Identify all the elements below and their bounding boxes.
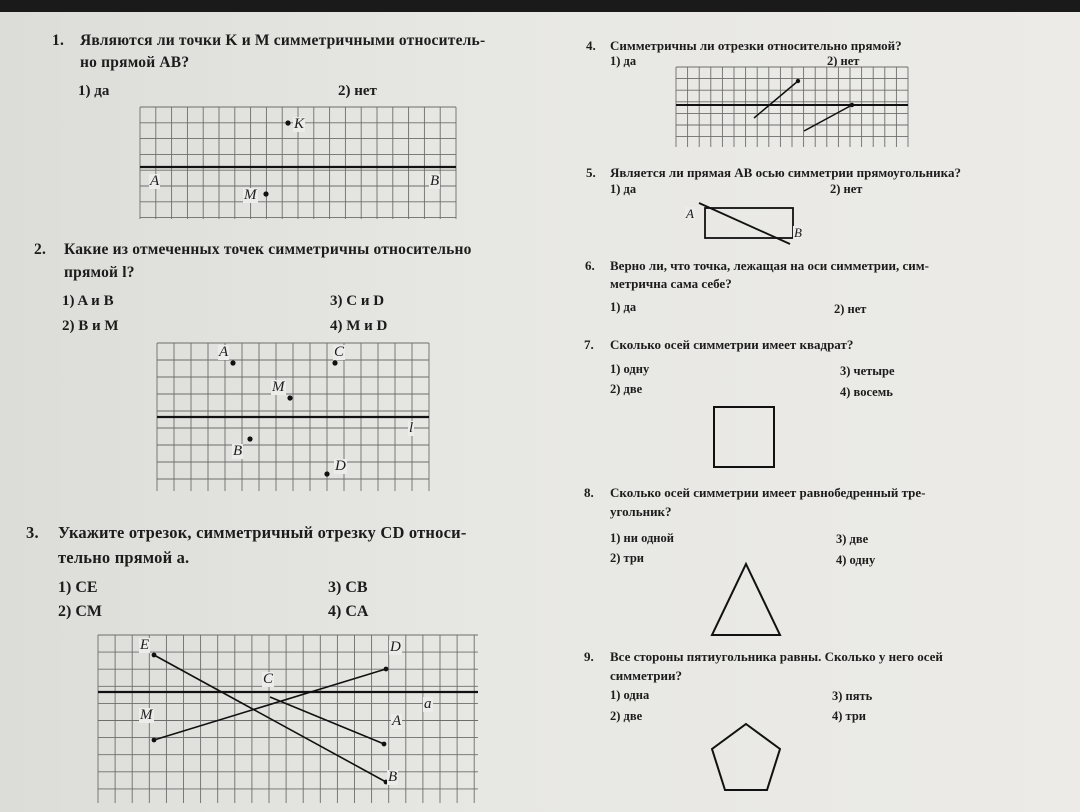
q1-text-line2: но прямой AB? [80,54,190,71]
q4-segment-upper [754,81,798,118]
q1-label-k: K [294,116,305,132]
q2-option-4: 4) M и D [330,318,388,334]
q2-grid-figure [157,343,429,491]
q2-label-b: B [233,443,243,459]
q3-point-e [152,653,157,658]
q9-pentagon-figure [706,720,786,798]
q8-option-1: 1) ни одной [610,531,674,545]
q9-pentagon [712,724,780,790]
q3-label-c: C [263,671,274,687]
q6-number: 6. [585,258,595,273]
q2-point-c [332,360,337,365]
q7-text-line1: Сколько осей симметрии имеет квадрат? [610,337,854,352]
q3-option-1: 1) CE [58,579,98,596]
q1-option-1: 1) да [78,83,110,99]
q3-grid-lines [98,635,478,803]
q2-point-d [324,471,329,476]
q3-label-b: B [388,769,398,785]
q3-label-m: M [140,707,153,723]
q2-number: 2. [34,241,47,258]
q2-option-1: 1) A и B [62,293,114,309]
q2-label-a: A [219,344,229,360]
q9-text-line2: симметрии? [610,668,682,683]
q2-point-m [287,395,292,400]
q4-number: 4. [586,38,596,53]
q5-label-b: B [794,225,802,240]
q6-text-line2: метрична сама себе? [610,276,732,291]
q3-point-d [384,667,389,672]
q2-text-line1: Какие из отмеченных точек симметричны относительно [64,241,472,258]
q5-rectangle-figure [690,200,810,245]
q2-label-d: D [335,458,346,474]
q4-grid-lines [676,67,908,147]
q8-triangle [712,564,780,635]
q1-point-k [285,120,290,125]
q4-segment-end-1 [796,79,800,83]
q5-option-1: 1) да [610,182,637,196]
q2-point-a [230,360,235,365]
q3-point-a [382,742,387,747]
q6-text-line1: Верно ли, что точка, лежащая на оси симметрии, сим- [610,258,929,273]
q6-option-1: 1) да [610,300,637,314]
q7-option-1: 1) одну [610,362,650,376]
q8-option-4: 4) одну [836,553,876,567]
q3-option-3: 3) CB [328,579,368,596]
q3-grid-figure [98,635,478,803]
q7-square [714,407,774,467]
q6-option-2: 2) нет [834,302,867,316]
q2-option-2: 2) B и M [62,318,119,334]
q5-option-2: 2) нет [830,182,863,196]
q4-option-2: 2) нет [827,54,860,68]
worksheet-page [0,12,1080,812]
q8-triangle-figure [708,561,784,641]
q3-text-line2: тельно прямой a. [58,548,190,567]
q8-option-2: 2) три [610,551,644,565]
q3-option-2: 2) CM [58,603,102,620]
q4-segment-end-2 [850,103,854,107]
q4-segment-lower [804,105,852,131]
q1-label-m: M [244,187,257,203]
q9-option-3: 3) пять [832,689,873,703]
q3-label-e: E [140,637,150,653]
q3-option-4: 4) CA [328,603,369,620]
q7-option-4: 4) восемь [840,385,893,399]
q8-text-line1: Сколько осей симметрии имеет равнобедренный тре- [610,485,926,500]
q7-number: 7. [584,337,594,352]
q4-option-1: 1) да [610,54,637,68]
q9-text-line1: Все стороны пятиугольника равны. Сколько у него осей [610,649,943,664]
q3-point-m [152,738,157,743]
q8-option-3: 3) две [836,532,869,546]
q9-option-4: 4) три [832,709,866,723]
q5-text-line1: Является ли прямая AB осью симметрии прямоугольника? [610,165,961,180]
q9-number: 9. [584,649,594,664]
q1-option-2: 2) нет [338,83,377,99]
q1-label-a: A [150,173,160,189]
q2-label-l: l [409,420,414,436]
q2-option-3: 3) C и D [330,293,385,309]
q1-point-m [263,191,268,196]
q5-label-a: A [686,206,694,221]
q3-number: 3. [26,523,39,542]
q4-grid-figure [676,67,908,147]
q9-option-2: 2) две [610,709,643,723]
q4-text-line1: Симметричны ли отрезки относительно прямой? [610,38,902,53]
q3-text-line1: Укажите отрезок, симметричный отрезку CD относи- [58,523,467,542]
q1-label-b: B [430,173,440,189]
q2-text-line2: прямой l? [64,264,135,281]
q8-number: 8. [584,485,594,500]
q1-text-line1: Являются ли точки K и M симметричными относитель- [80,32,486,49]
q8-text-line2: угольник? [610,504,672,519]
q3-label-a: A [392,713,402,729]
q9-option-1: 1) одна [610,688,650,702]
q7-square-figure [712,405,776,471]
q3-label-d: D [390,639,401,655]
q3-label-a-line: a [424,696,432,712]
q2-label-m: M [272,379,285,395]
q1-number: 1. [52,32,65,49]
q2-label-c: C [334,344,345,360]
q2-point-b [247,436,252,441]
q5-number: 5. [586,165,596,180]
q7-option-3: 3) четыре [840,364,895,378]
q7-option-2: 2) две [610,382,643,396]
